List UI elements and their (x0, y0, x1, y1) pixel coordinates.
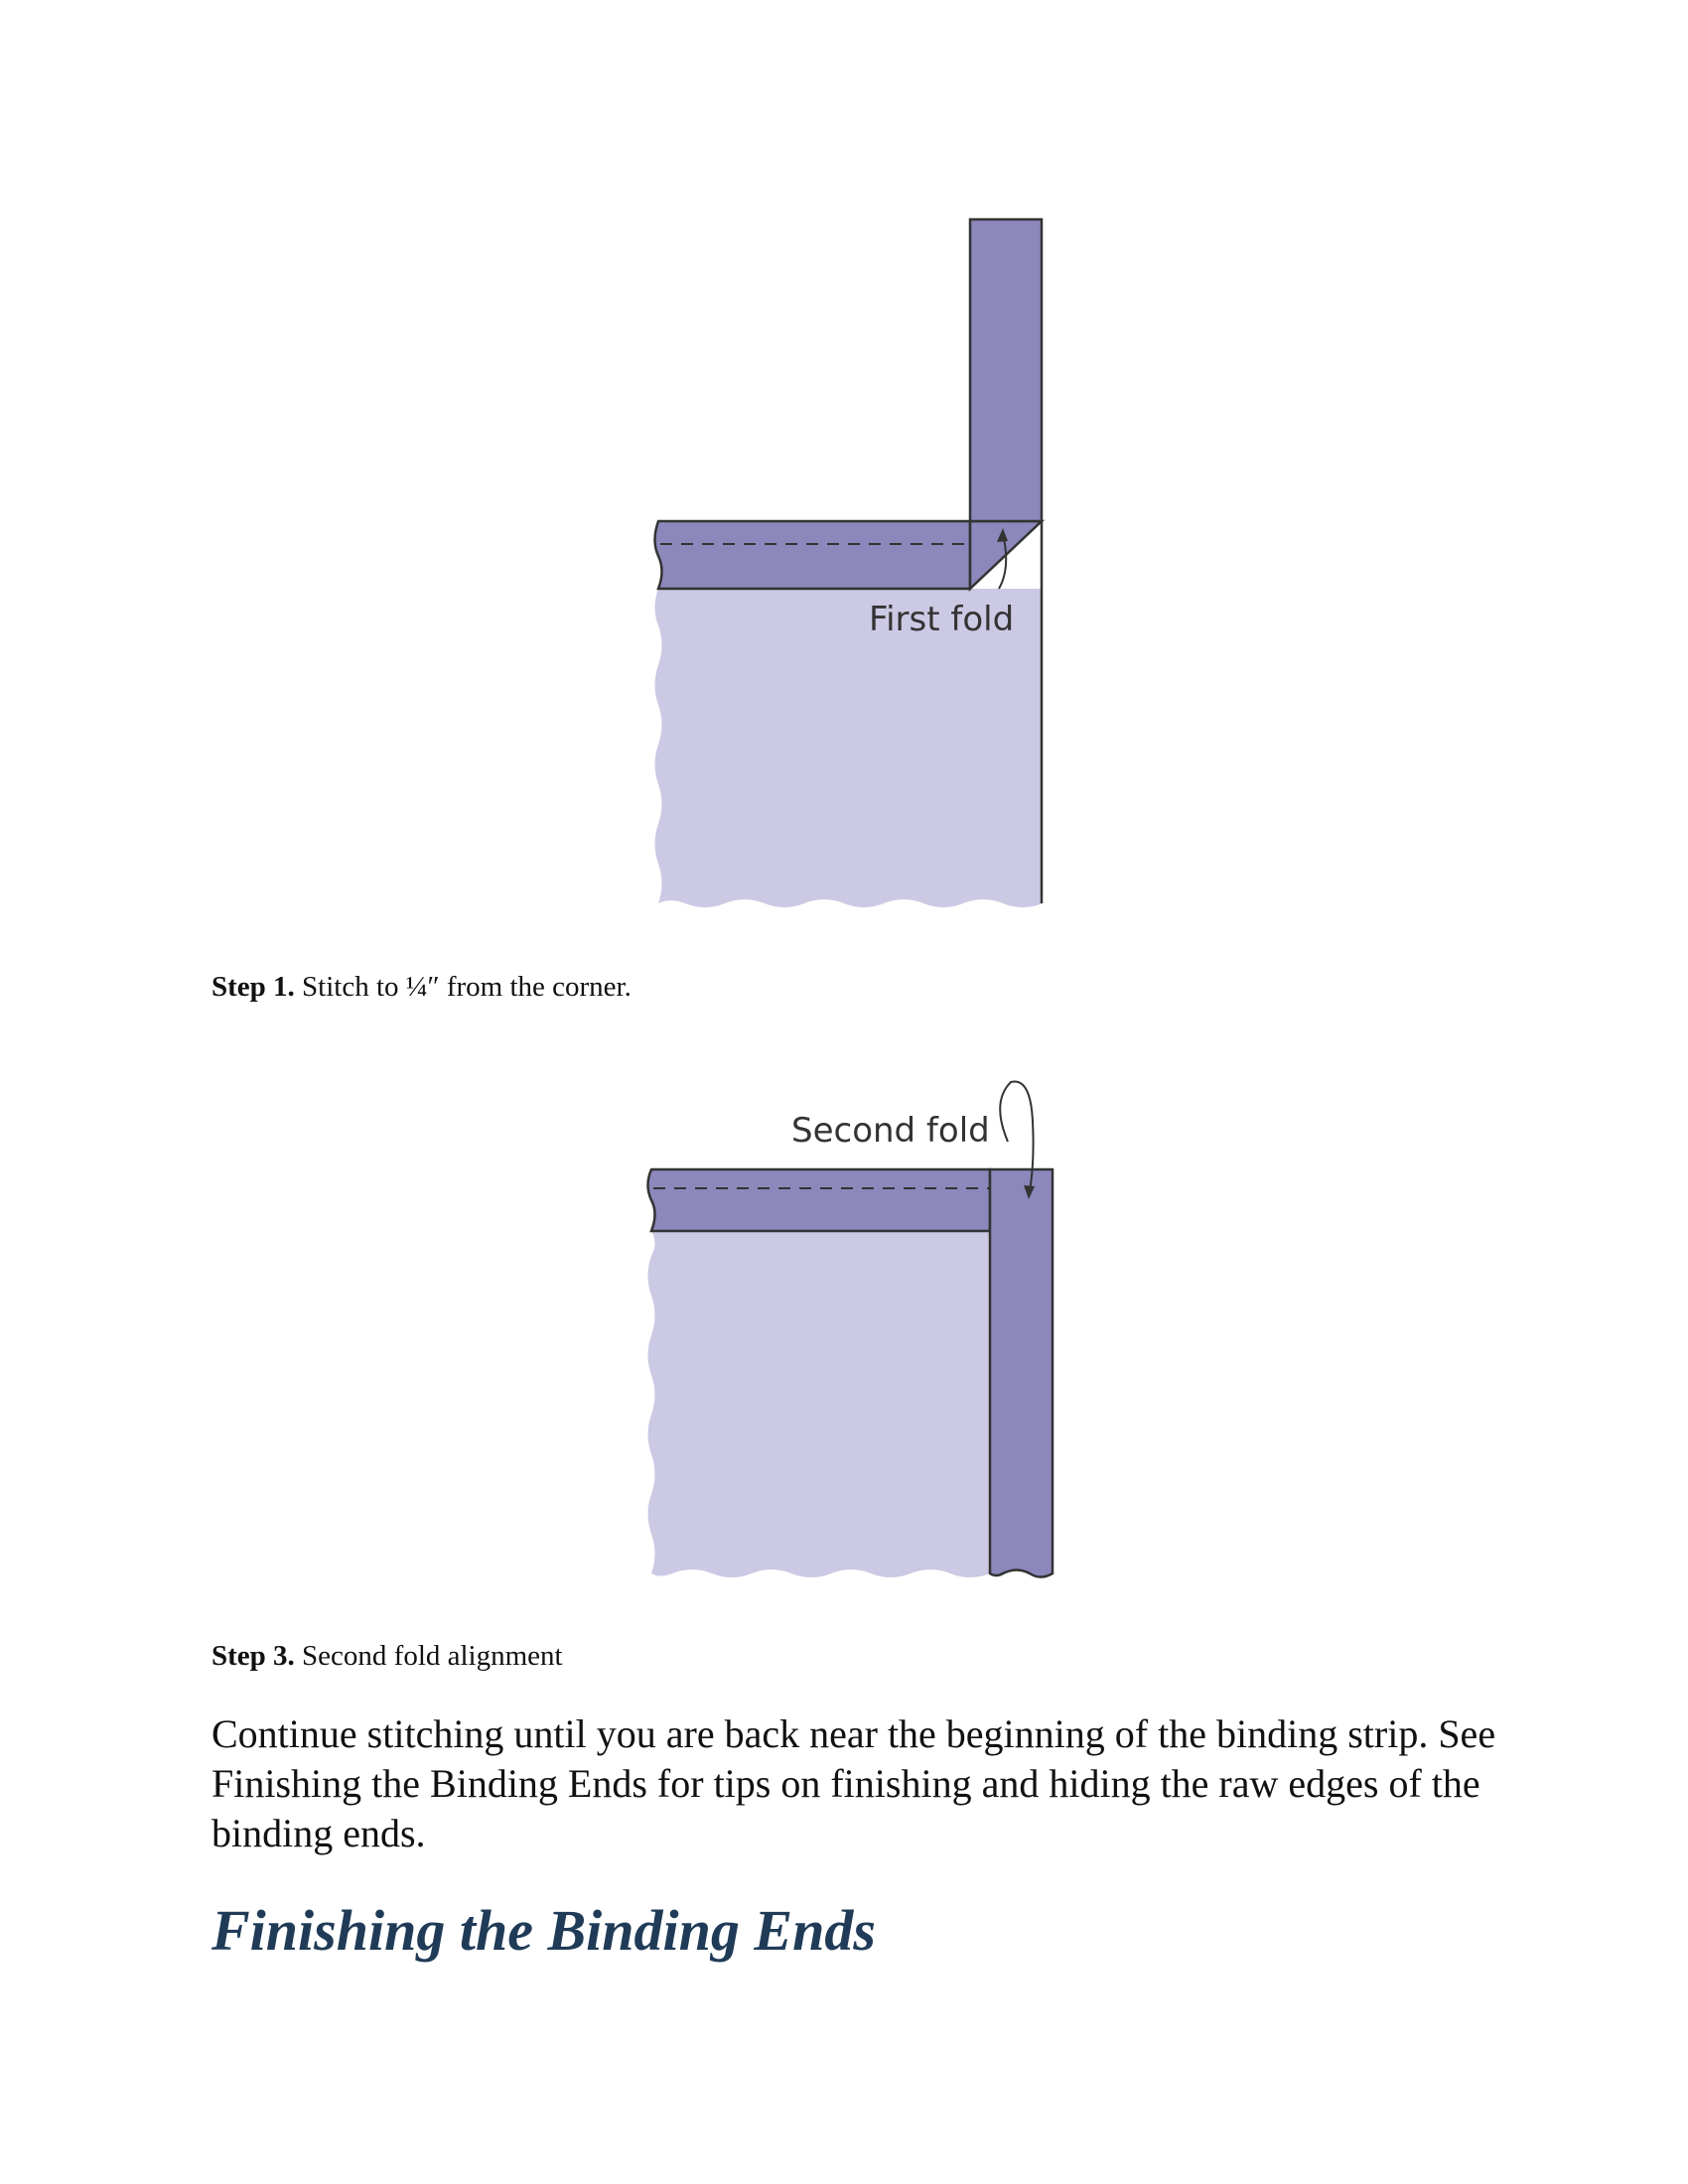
section-heading: Finishing the Binding Ends (211, 1898, 876, 1963)
caption-text: Stitch to ¼″ from the corner. (294, 971, 632, 1003)
caption-text: Second fold alignment (294, 1640, 563, 1672)
caption-step-number: Step 1. (211, 971, 295, 1003)
second-fold-diagram (648, 1082, 1054, 1578)
binding-strip-vertical (970, 219, 1042, 521)
caption-step-number: Step 3. (211, 1640, 295, 1672)
first-fold-diagram (655, 219, 1044, 907)
second-fold-label: Second fold (791, 1111, 990, 1151)
binding-strip-horizontal (648, 1169, 991, 1231)
first-fold-label: First fold (869, 600, 1015, 639)
figure-caption-step-1 (211, 970, 632, 1004)
quilt-top (648, 1231, 991, 1577)
figure-caption-step-3 (211, 1639, 563, 1673)
binding-strip-vertical (990, 1169, 1053, 1577)
body-paragraph: Continue stitching until you are back near the beginning of the binding strip. See Finishing the Binding Ends for tips on finishing and hiding the raw edges of the binding ends. (211, 1711, 1496, 1855)
binding-strip-horizontal (655, 521, 971, 589)
